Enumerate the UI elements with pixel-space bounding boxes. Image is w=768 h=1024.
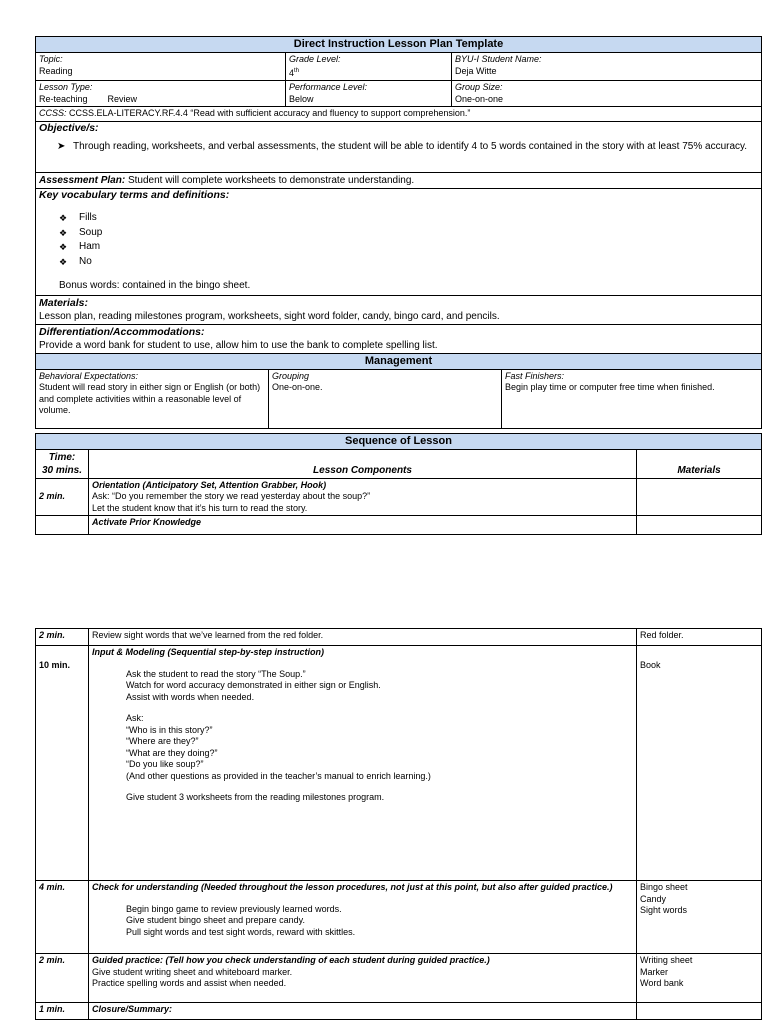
prior-cell: Activate Prior Knowledge	[89, 516, 637, 535]
page-title: Direct Instruction Lesson Plan Template	[36, 37, 762, 53]
student-cell: BYU-I Student Name: Deja Witte	[452, 53, 762, 81]
vocab-item: ❖ Fills	[39, 211, 758, 226]
review-materials: Red folder.	[637, 629, 762, 646]
page-one	[35, 36, 762, 535]
page-two	[35, 628, 762, 1020]
ccss-cell: CCSS: CCSS.ELA-LITERACY.RF.4.4 “Read with sufficient accuracy and fluency to support comprehension.”	[36, 107, 762, 122]
check-materials: Bingo sheet Candy Sight words	[637, 881, 762, 954]
grade-cell: Grade Level: 4th	[286, 53, 452, 81]
guided-cell: Guided practice: (Tell how you check understanding of each student during guided practice.) Give student writing sheet and whiteboard marker. Practice spelling words and assist when needed.	[89, 954, 637, 1003]
review-time: 2 min.	[36, 629, 89, 646]
diamond-bullet-icon: ❖	[59, 227, 68, 238]
header-info-table	[35, 36, 762, 354]
diamond-bullet-icon: ❖	[59, 213, 68, 223]
components-header: Lesson Components	[89, 449, 637, 478]
check-cell: Check for understanding (Needed throughout the lesson procedures, not just at this point, but also after guided practice.) Begin bingo game to review previously learned words. Give student bingo sheet and prepare candy. Pull sight words and test sight words, reward with skittles.	[89, 881, 637, 954]
orientation-time: 2 min.	[36, 478, 89, 516]
management-header: Management	[36, 353, 762, 369]
orientation-cell: Orientation (Anticipatory Set, Attention Grabber, Hook) Ask: “Do you remember the story we read yesterday about the soup?” Let the student know that it’s his turn to read the story.	[89, 478, 637, 516]
closure-cell: Closure/Summary:	[89, 1003, 637, 1020]
diamond-bullet-icon: ❖	[59, 256, 68, 267]
assessment-cell: Assessment Plan: Student will complete worksheets to demonstrate understanding.	[36, 172, 762, 188]
closure-time: 1 min.	[36, 1003, 89, 1020]
topic-cell: Topic: Reading	[36, 53, 286, 81]
vocab-item: ❖ Soup	[39, 226, 758, 241]
arrow-bullet-icon: ➤	[57, 141, 66, 152]
materials-cell: Materials: Lesson plan, reading milestones program, worksheets, sight word folder, candy, bingo card, and pencils.	[36, 295, 762, 324]
sequence-table	[35, 433, 762, 536]
grouping-cell: Grouping One-on-one.	[269, 369, 502, 428]
objective-item: ➤ Through reading, worksheets, and verbal assessments, the student will be able to identify 4 to 5 words contained in the story with at least 75% accuracy.	[57, 141, 748, 152]
input-time: 10 min.	[36, 646, 89, 881]
behavioral-cell: Behavioral Expectations: Student will read story in either sign or English (or both) and complete activities within a reasonable level of volume.	[36, 369, 269, 428]
vocab-item: ❖ Ham	[39, 240, 758, 255]
group-size-cell: Group Size: One-on-one	[452, 81, 762, 107]
guided-materials: Writing sheet Marker Word bank	[637, 954, 762, 1003]
materials-header: Materials	[637, 449, 762, 478]
performance-cell: Performance Level: Below	[286, 81, 452, 107]
review-cell: Review sight words that we’ve learned from the red folder.	[89, 629, 637, 646]
lesson-type-cell: Lesson Type: Re-teaching Review	[36, 81, 286, 107]
sequence-table-continued	[35, 628, 762, 1020]
prior-materials	[637, 516, 762, 535]
sequence-header: Sequence of Lesson	[36, 433, 762, 449]
fast-finishers-cell: Fast Finishers: Begin play time or computer free time when finished.	[502, 369, 762, 428]
input-cell: Input & Modeling (Sequential step-by-step instruction) Ask the student to read the story “The Soup.” Watch for word accuracy demonstrated in either sign or English. Assist with words when needed. Ask: “Who is in this story?” “Where are they?” “What are they doing?” “Do you like soup?” (And other questions as provided in the teacher’s manual to enrich learning.) Give student 3 worksheets from the reading milestones program.	[89, 646, 637, 881]
guided-time: 2 min.	[36, 954, 89, 1003]
check-time: 4 min.	[36, 881, 89, 954]
vocab-cell: Key vocabulary terms and definitions: ❖ Fills ❖ Soup ❖ Ham ❖ No Bonus words: contained in the bingo sheet.	[36, 188, 762, 295]
diamond-bullet-icon: ❖	[59, 242, 68, 252]
time-header: Time: 30 mins.	[36, 449, 89, 478]
vocab-item: ❖ No	[39, 255, 758, 270]
objective-cell: Objective/s: ➤ Through reading, worksheets, and verbal assessments, the student will be able to identify 4 to 5 words contained in the story with at least 75% accuracy.	[36, 121, 762, 172]
differentiation-cell: Differentiation/Accommodations: Provide a word bank for student to use, allow him to use the bank to complete spelling list.	[36, 324, 762, 353]
closure-materials	[637, 1003, 762, 1020]
orientation-materials	[637, 478, 762, 516]
management-table	[35, 353, 762, 429]
input-materials: Book	[637, 646, 762, 881]
prior-time	[36, 516, 89, 535]
bonus-words: Bonus words: contained in the bingo sheet.	[59, 280, 251, 291]
